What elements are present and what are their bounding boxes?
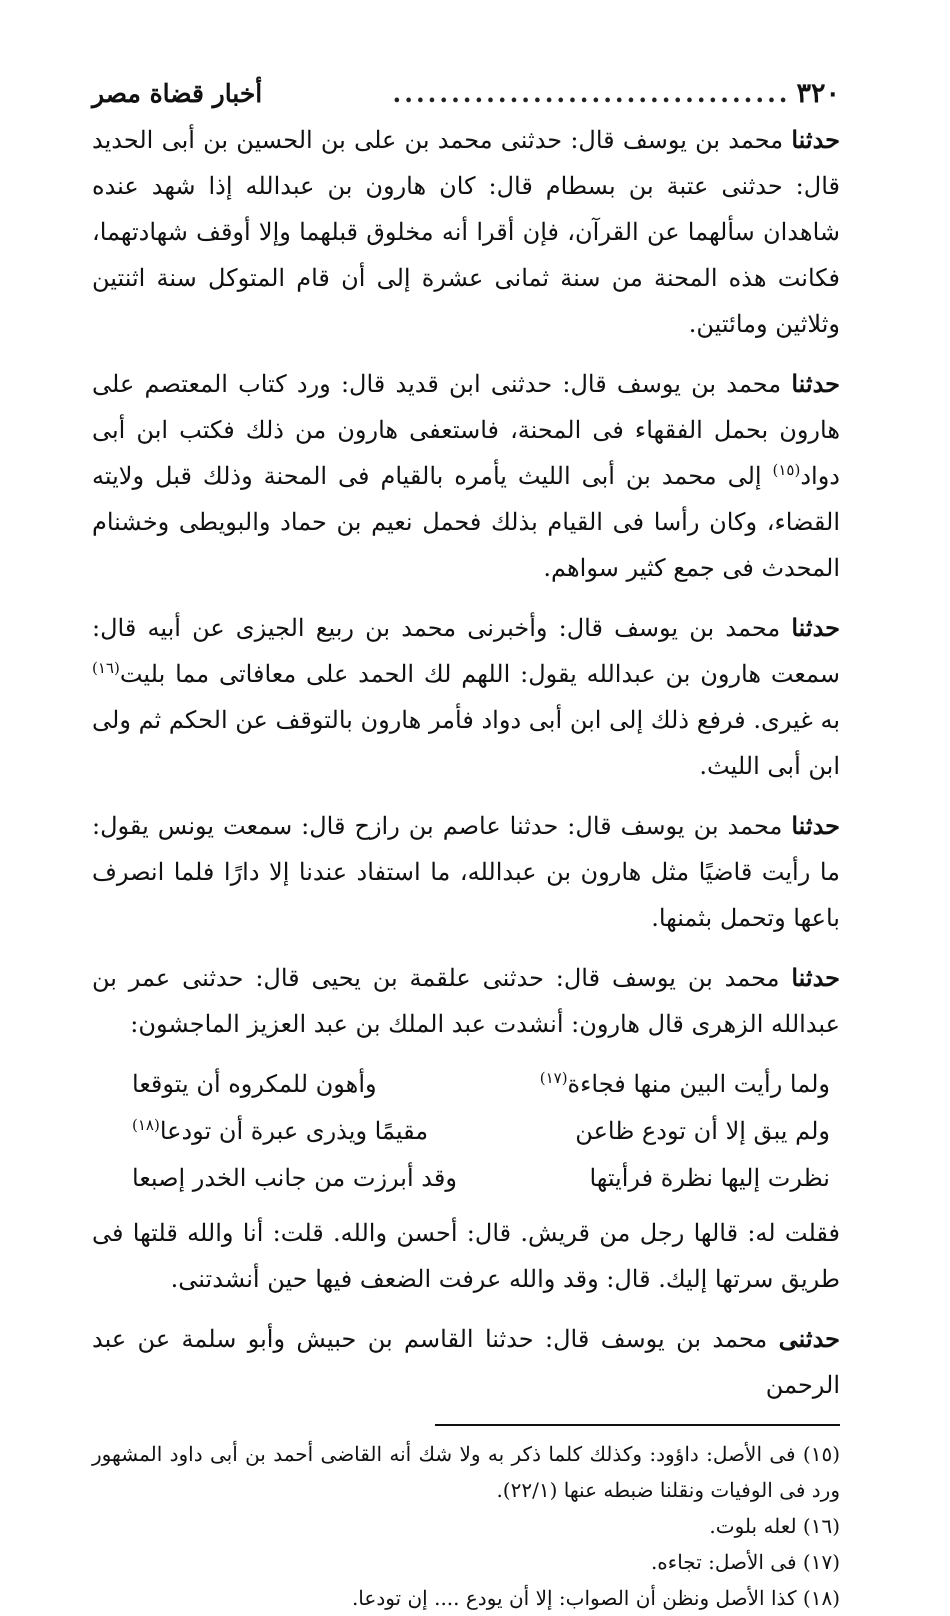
poem (92, 1061, 840, 1202)
paragraph-lead-word: حدثنا (791, 369, 840, 398)
paragraph-lead-word: حدثنا (791, 125, 840, 154)
paragraph-text-cont: إلى محمد بن أبى الليث يأمره بالقيام فى المحنة وذلك قبل ولايته القضاء، وكان رأسا فى القيام بذلك فحمل نعيم بن حماد والبويطى وخشنام المحدث فى جمع كثير سواهم. (92, 462, 840, 582)
footnote-15: (١٥) فى الأصل: داؤود: وكذلك كلما ذكر به ولا شك أنه القاضى أحمد بن أبى داود المشهور ورد فى الوفيات ونقلنا ضبطه عنها (٢٢/١). (92, 1442, 840, 1502)
running-header (92, 78, 840, 109)
verse-second-hemistich: وأهون للمكروه أن يتوقعا (132, 1070, 377, 1098)
footnote-ref-18[interactable]: (١٨) (132, 1116, 160, 1134)
verse-second-hemistich: وقد أبرزت من جانب الخدر إصبعا (132, 1164, 457, 1192)
verse-first-hemistich: نظرت إليها نظرة فرأيتها (589, 1164, 830, 1192)
poem-verse (92, 1155, 840, 1202)
footnote-16: (١٦) لعله بلوت. (709, 1514, 840, 1538)
paragraph-after-poem: فقلت له: قالها رجل من قريش. قال: أحسن والله. قلت: أنا والله قلتها فى طريق سرتها إليك. قال: وقد والله عرفت الضعف فيها حين أنشدتنى. (92, 1219, 841, 1293)
verse-first-hemistich: ولما رأيت البين منها فجاءة$^{(١٧)}$ (539, 1069, 830, 1098)
footnote-18: (١٨) كذا الأصل ونظن أن الصواب: إلا أن يودع .... إن تودعا. (351, 1586, 840, 1610)
footnotes (92, 1436, 840, 1616)
paragraph-lead-word: حدثنا (791, 811, 840, 840)
paragraph-text: محمد بن يوسف قال: حدثنى ابن قديد قال: ورد كتاب المعتصم على هارون بحمل الفقهاء فى المحنة، فاستعفى هارون من ذلك فكتب ابن أبى دواد (92, 370, 840, 490)
paragraph-1 (92, 117, 840, 347)
paragraph-lead-word: حدثنا (791, 963, 840, 992)
paragraph-text: محمد بن يوسف قال: حدثنى محمد بن على بن الحسين بن أبى الحديد قال: حدثنى عتبة بن بسطام قال: كان هارون بن عبدالله إذا شهد عنده شاهدان سألهما عن القرآن، فإن أقرا أنه مخلوق قبلهما وإلا أوقف شهادتهما، فكانت هذه المحنة من سنة ثمانى عشرة إلى أن قام المتوكل سنة اثنتين وثلاثين ومائتين. (92, 126, 840, 338)
paragraph-text-cont: به غيرى. فرفع ذلك إلى ابن أبى دواد فأمر هارون بالتوقف عن الحكم ثم ولى ابن أبى الليث. (92, 706, 840, 780)
paragraph-text: محمد بن يوسف قال: حدثنا القاسم بن حبيش وأبو سلمة عن عبد الرحمن (92, 1325, 840, 1399)
footnote-separator (435, 1424, 840, 1426)
paragraph-lead-word: حدثنا (791, 613, 840, 642)
header-leader-dots: .................................. (392, 79, 791, 108)
paragraph-5 (92, 955, 840, 1047)
footnote-17: (١٧) فى الأصل: تجاءه. (650, 1550, 840, 1574)
poem-verse (92, 1108, 840, 1155)
footnote-ref-16[interactable]: (١٦) (92, 659, 120, 677)
verse-first-hemistich: ولم يبق إلا أن تودع ظاعن (575, 1117, 830, 1145)
paragraph-text: محمد بن يوسف قال: وأخبرنى محمد بن ربيع الجيزى عن أبيه قال: سمعت هارون بن عبدالله يقول: اللهم لك الحمد على معافاتى مما بليت (92, 614, 840, 688)
footnote-ref-17[interactable]: (١٧) (539, 1069, 568, 1087)
paragraph-text: محمد بن يوسف قال: حدثنا عاصم بن رازح قال: سمعت يونس يقول: ما رأيت قاضيًا مثل هارون بن عبدالله، ما استفاد عندنا إلا دارًا فلما انصرف باعها وتحمل بثمنها. (92, 812, 840, 932)
verse-second-hemistich: مقيمًا ويذرى عبرة أن تودعا$^{(١٨)}$ (132, 1116, 429, 1145)
paragraph-last (92, 1316, 840, 1408)
paragraph-3 (92, 605, 840, 789)
poem-verse (92, 1061, 840, 1108)
paragraph-2 (92, 361, 840, 591)
paragraph-4 (92, 803, 840, 941)
paragraph-lead-word: حدثنى (778, 1324, 840, 1353)
book-title: أخبار قضاة مصر (92, 79, 263, 108)
page-number: ٣٢٠ (796, 78, 840, 109)
footnote-ref-15[interactable]: (١٥) (772, 461, 801, 479)
paragraph-text: محمد بن يوسف قال: حدثنى علقمة بن يحيى قال: حدثنى عمر بن عبدالله الزهرى قال هارون: أنشدت عبد الملك بن عبد العزيز الماجشون: (92, 964, 840, 1038)
